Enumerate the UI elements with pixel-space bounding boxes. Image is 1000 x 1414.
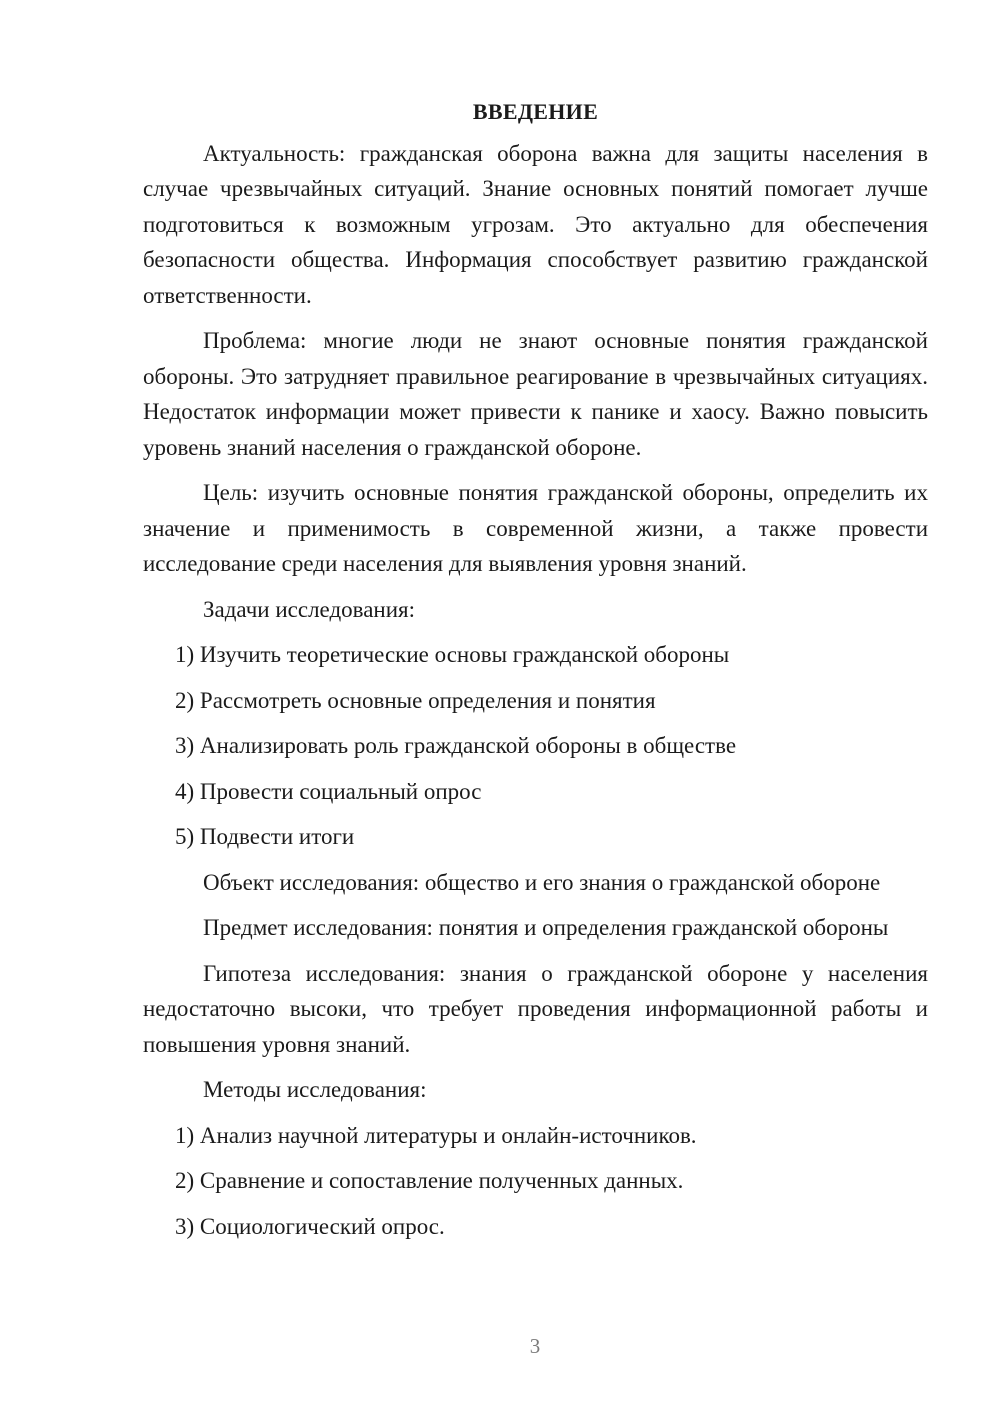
subject-paragraph: Предмет исследования: понятия и определения гражданской обороны xyxy=(203,915,889,940)
goal-paragraph: Цель: изучить основные понятия гражданской обороны, определить их значение и применимость в современной жизни, а также провести исследование среди населения для выявления уровня знаний. xyxy=(143,480,928,576)
tasks-list xyxy=(143,637,928,855)
document-page xyxy=(143,94,928,1254)
hypothesis-paragraph: Гипотеза исследования: знания о гражданской обороне у населения недостаточно высоки, что требует проведения информационной работы и повышения уровня знаний. xyxy=(143,960,928,1057)
page-number: 3 xyxy=(529,1334,541,1358)
relevance-paragraph: Актуальность: гражданская оборона важна для защиты населения в случае чрезвычайных ситуаций. Знание основных понятий помогает лучше подготовиться к возможным угрозам. Это актуально для обеспечения безопасности общества. Информация способствует развитию гражданской ответственности. xyxy=(143,140,928,308)
method-item: 1) Анализ научной литературы и онлайн-источников. xyxy=(175,1122,697,1148)
tasks-heading: Задачи исследования: xyxy=(203,596,416,622)
methods-list xyxy=(143,1118,928,1245)
task-item: 1) Изучить теоретические основы гражданской обороны xyxy=(175,642,730,667)
section-title: ВВЕДЕНИЕ xyxy=(472,99,599,124)
object-paragraph: Объект исследования: общество и его знания о гражданской обороне xyxy=(203,869,881,895)
methods-heading: Методы исследования: xyxy=(203,1077,427,1102)
task-item: 4) Провести социальный опрос xyxy=(175,778,482,804)
method-item: 3) Социологический опрос. xyxy=(175,1213,445,1239)
task-item: 5) Подвести итоги xyxy=(175,824,355,849)
task-item: 2) Рассмотреть основные определения и понятия xyxy=(175,687,656,713)
method-item: 2) Сравнение и сопоставление полученных данных. xyxy=(175,1168,684,1193)
task-item: 3) Анализировать роль гражданской обороны в обществе xyxy=(175,733,737,758)
problem-paragraph: Проблема: многие люди не знают основные понятия гражданской обороны. Это затрудняет правильное реагирование в чрезвычайных ситуациях. Недостаток информации может привести к панике и хаосу. Важно повысить уровень знаний населения о гражданской обороне. xyxy=(143,328,928,460)
